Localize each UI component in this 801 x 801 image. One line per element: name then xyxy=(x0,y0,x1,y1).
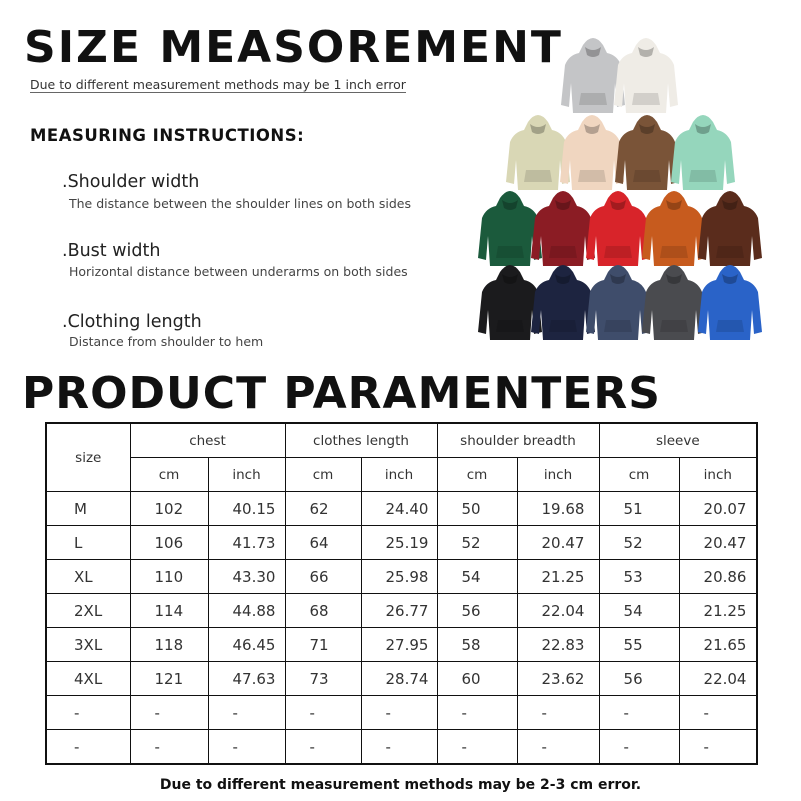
value-cell: 66 xyxy=(285,560,361,594)
unit-header-row xyxy=(46,458,757,492)
value-cell: 52 xyxy=(437,526,517,560)
table-row xyxy=(46,560,757,594)
value-cell: - xyxy=(517,696,599,730)
value-cell: - xyxy=(517,730,599,765)
page-title: SIZE MEASOREMENT xyxy=(24,22,563,73)
value-cell: 121 xyxy=(130,662,208,696)
value-cell: 54 xyxy=(599,594,679,628)
value-cell: - xyxy=(599,730,679,765)
size-cell: M xyxy=(46,492,130,526)
shoulder-width-desc: The distance between the shoulder lines on both sides xyxy=(69,196,411,211)
chest-header: chest xyxy=(130,423,285,458)
value-cell: 73 xyxy=(285,662,361,696)
sleeve-header: sleeve xyxy=(599,423,757,458)
value-cell: - xyxy=(679,696,757,730)
value-cell: 102 xyxy=(130,492,208,526)
unit-header: cm xyxy=(599,458,679,492)
unit-header: inch xyxy=(517,458,599,492)
value-cell: 23.62 xyxy=(517,662,599,696)
size-cell: XL xyxy=(46,560,130,594)
hoodie-swatch xyxy=(642,265,706,340)
value-cell: 40.15 xyxy=(208,492,285,526)
hoodie-swatch xyxy=(698,265,762,340)
value-cell: 20.07 xyxy=(679,492,757,526)
value-cell: 44.88 xyxy=(208,594,285,628)
value-cell: 22.04 xyxy=(679,662,757,696)
value-cell: 114 xyxy=(130,594,208,628)
value-cell: 47.63 xyxy=(208,662,285,696)
value-cell: - xyxy=(679,730,757,765)
value-cell: 55 xyxy=(599,628,679,662)
hoodie-swatch xyxy=(671,115,735,190)
value-cell: 60 xyxy=(437,662,517,696)
value-cell: 20.47 xyxy=(517,526,599,560)
value-cell: 28.74 xyxy=(361,662,437,696)
table-row xyxy=(46,492,757,526)
footer-note: Due to different measurement methods may be 2-3 cm error. xyxy=(159,777,642,793)
hoodie-swatch xyxy=(586,191,650,266)
value-cell: 110 xyxy=(130,560,208,594)
size-cell: - xyxy=(46,696,130,730)
value-cell: - xyxy=(361,730,437,765)
value-cell: 46.45 xyxy=(208,628,285,662)
value-cell: 118 xyxy=(130,628,208,662)
value-cell: 43.30 xyxy=(208,560,285,594)
unit-header: inch xyxy=(679,458,757,492)
size-header: size xyxy=(46,423,130,492)
table-row xyxy=(46,526,757,560)
hoodie-swatch xyxy=(615,115,679,190)
bust-width-desc: Horizontal distance between underarms on both sides xyxy=(69,264,408,279)
hoodie-colors-image xyxy=(470,30,790,350)
value-cell: 62 xyxy=(285,492,361,526)
unit-header: cm xyxy=(130,458,208,492)
clothing-length-title: .Clothing length xyxy=(62,312,202,332)
table-row xyxy=(46,594,757,628)
size-cell: 2XL xyxy=(46,594,130,628)
value-cell: 21.65 xyxy=(679,628,757,662)
size-cell: 4XL xyxy=(46,662,130,696)
hoodie-swatch xyxy=(642,191,706,266)
measurement-note: Due to different measurement methods may be 1 inch error xyxy=(30,77,406,92)
value-cell: - xyxy=(437,696,517,730)
value-cell: - xyxy=(285,730,361,765)
value-cell: 56 xyxy=(599,662,679,696)
value-cell: 64 xyxy=(285,526,361,560)
value-cell: 22.83 xyxy=(517,628,599,662)
unit-header: inch xyxy=(361,458,437,492)
clothing-length-desc: Distance from shoulder to hem xyxy=(69,334,264,349)
value-cell: - xyxy=(437,730,517,765)
bust-width-title: .Bust width xyxy=(62,241,161,261)
value-cell: 68 xyxy=(285,594,361,628)
value-cell: 22.04 xyxy=(517,594,599,628)
value-cell: 50 xyxy=(437,492,517,526)
value-cell: 27.95 xyxy=(361,628,437,662)
size-cell: - xyxy=(46,730,130,765)
value-cell: 25.19 xyxy=(361,526,437,560)
value-cell: 19.68 xyxy=(517,492,599,526)
size-cell: 3XL xyxy=(46,628,130,662)
value-cell: - xyxy=(208,730,285,765)
value-cell: - xyxy=(130,730,208,765)
size-cell: L xyxy=(46,526,130,560)
value-cell: 26.77 xyxy=(361,594,437,628)
value-cell: - xyxy=(130,696,208,730)
value-cell: 53 xyxy=(599,560,679,594)
value-cell: - xyxy=(285,696,361,730)
value-cell: 71 xyxy=(285,628,361,662)
table-body xyxy=(46,492,757,765)
table-row xyxy=(46,628,757,662)
value-cell: 51 xyxy=(599,492,679,526)
table-row xyxy=(46,730,757,765)
value-cell: - xyxy=(208,696,285,730)
value-cell: 41.73 xyxy=(208,526,285,560)
hoodie-swatch xyxy=(586,265,650,340)
value-cell: 21.25 xyxy=(679,594,757,628)
value-cell: 106 xyxy=(130,526,208,560)
value-cell: - xyxy=(361,696,437,730)
unit-header: inch xyxy=(208,458,285,492)
product-parameters-title: PRODUCT PARAMENTERS xyxy=(22,368,661,419)
value-cell: 54 xyxy=(437,560,517,594)
value-cell: 24.40 xyxy=(361,492,437,526)
value-cell: 52 xyxy=(599,526,679,560)
value-cell: - xyxy=(599,696,679,730)
value-cell: 20.47 xyxy=(679,526,757,560)
value-cell: 58 xyxy=(437,628,517,662)
clothes-length-header: clothes length xyxy=(285,423,437,458)
hoodie-swatch xyxy=(698,191,762,266)
value-cell: 21.25 xyxy=(517,560,599,594)
unit-header: cm xyxy=(437,458,517,492)
instructions-title: MEASURING INSTRUCTIONS: xyxy=(30,126,305,145)
value-cell: 56 xyxy=(437,594,517,628)
value-cell: 20.86 xyxy=(679,560,757,594)
shoulder-width-title: .Shoulder width xyxy=(62,172,200,192)
table-row xyxy=(46,662,757,696)
size-table xyxy=(45,422,758,765)
unit-header: cm xyxy=(285,458,361,492)
shoulder-breadth-header: shoulder breadth xyxy=(437,423,599,458)
table-row xyxy=(46,696,757,730)
value-cell: 25.98 xyxy=(361,560,437,594)
